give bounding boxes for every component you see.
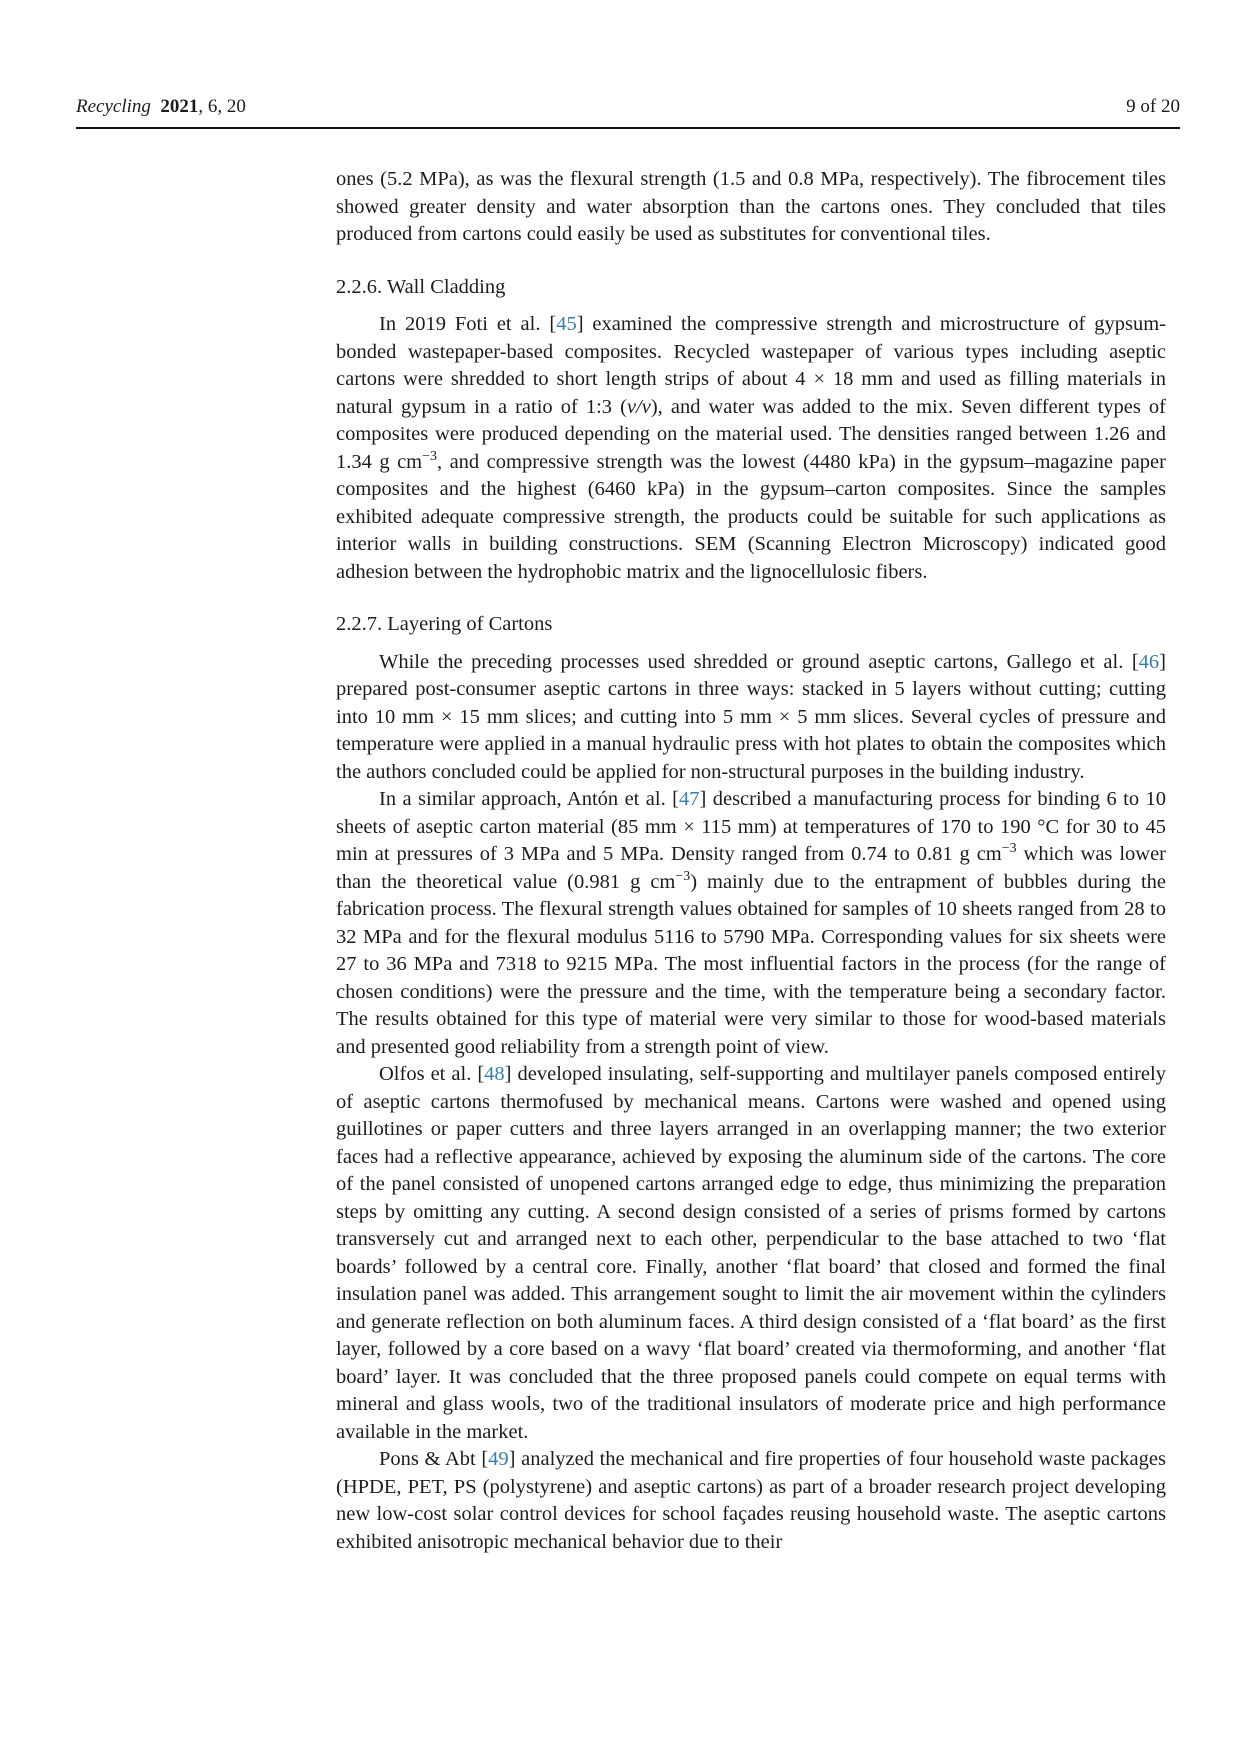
text-run: While the preceding processes used shredded or ground aseptic cartons, Gallego et al. [ — [379, 650, 1139, 673]
citation-link[interactable]: 46 — [1138, 650, 1160, 673]
paragraph — [336, 1446, 1166, 1556]
section-heading: 2.2.7. Layering of Cartons — [336, 613, 553, 635]
text-run: ones (5.2 MPa), as was the flexural strength (1.5 and 0.8 MPa, respectively). The fibrocement tiles showed greater density and water absorption than the cartons ones. They concluded that tiles produced from cartons could easily be used as substitutes for conventional tiles. — [336, 168, 1166, 245]
text-run: ] developed insulating, self-supporting and multilayer panels composed entirely of aseptic cartons thermofused by mechanical means. Cartons were washed and opened using guillotines or paper cutters and three layers arranged in an overlapping manner; the two exterior faces had a reflective appearance, achieved by exposing the aluminum side of the cartons. The core of the panel consisted of unopened cartons arranged edge to edge, thus minimizing the preparation steps by omitting any cutting. A second design consisted of a series of prisms formed by cartons transversely cut and arranged next to each other, perpendicular to the base attached to two ‘flat boards’ followed by a central core. Finally, another ‘flat board’ that closed and formed the final insulation panel was added. This arrangement sought to limit the air movement within the cylinders and generate reflection on both aluminum faces. A third design consisted of a ‘flat board’ as the first layer, followed by a core based on a wavy ‘flat board’ created via thermoforming, and another ‘flat board’ layer. It was concluded that the three proposed panels could compete on equal terms with mineral and glass wools, two of the traditional insulators of moderate price and high performance available in the market. — [336, 1063, 1166, 1443]
page-body — [336, 166, 1166, 1556]
page-number: 9 of 20 — [1126, 96, 1180, 117]
text-run: ] analyzed the mechanical and fire properties of four household waste packages (HPDE, PET, PS (polystyrene) and aseptic cartons) as part of a broader research project developing new low-cost solar control devices for school façades reusing household waste. The aseptic cartons exhibited anisotropic mechanical behavior due to their — [336, 1448, 1166, 1553]
running-head — [76, 0, 1180, 129]
paragraph — [336, 649, 1166, 787]
paragraph — [336, 1061, 1166, 1446]
superscript-exponent: −3 — [422, 448, 437, 464]
text-run: In a similar approach, Antón et al. [ — [379, 788, 679, 810]
superscript-exponent: −3 — [675, 868, 691, 884]
section-heading: 2.2.6. Wall Cladding — [336, 275, 506, 298]
citation-link[interactable]: 47 — [678, 788, 700, 810]
text-run: In 2019 Foti et al. [ — [379, 313, 557, 335]
paragraph — [336, 311, 1166, 586]
citation-link[interactable]: 48 — [484, 1063, 505, 1085]
journal-reference — [76, 96, 246, 118]
text-run: ] examined the compressive strength and microstructure of gypsum-bonded wastepaper-based composites. Recycled wastepaper of various types including aseptic cartons were shredded to short length strips of about 4 × 18 mm and used as filling materials in natural gypsum in a ratio of 1:3 ( — [336, 313, 1166, 418]
text-run: ) mainly due to the entrapment of bubbles during the fabrication process. The flexural strength values obtained for samples of 10 sheets ranged from 28 to 32 MPa and for the flexural modulus 5116 to 5790 MPa. Corresponding values for six sheets were 27 to 36 MPa and 7318 to 9215 MPa. The most influential factors in the process (for the range of chosen conditions) were the pressure and the time, with the temperature being a secondary factor. The results obtained for this type of material were very similar to those for wood-based materials and presented good reliability from a strength point of view. — [336, 870, 1166, 1058]
text-run: , and compressive strength was the lowest (4480 kPa) in the gypsum–magazine paper composites and the highest (6460 kPa) in the gypsum–carton composites. Since the samples exhibited adequate compressive strength, the products could be suitable for such applications as interior walls in building constructions. SEM (Scanning Electron Microscopy) indicated good adhesion between the hydrophobic matrix and the lignocellulosic fibers. — [336, 450, 1166, 583]
superscript-exponent: −3 — [1001, 841, 1017, 857]
citation-link[interactable]: 49 — [488, 1448, 509, 1470]
text-run: ] prepared post-consumer aseptic cartons in three ways: stacked in 5 layers without cutting; cutting into 10 mm × 15 mm slices; and cutting into 5 mm × 5 mm slices. Several cycles of pressure and temperature were applied in a manual hydraulic press with hot plates to obtain the composites which the authors concluded could be applied for non-structural purposes in the building industry. — [336, 650, 1166, 783]
citation-link[interactable]: 45 — [556, 313, 577, 335]
text-run: ] described a manufacturing process for binding 6 to 10 sheets of aseptic carton material (85 mm × 115 mm) at temperatures of 170 to 190 °C for 30 to 45 min at pressures of 3 MPa and 5 MPa. Density ranged from 0.74 to 0.81 g cm — [336, 788, 1166, 865]
journal-year: 2021 — [160, 96, 199, 117]
journal-title: Recycling — [76, 96, 151, 117]
text-run: Pons & Abt [ — [379, 1448, 489, 1470]
paragraph — [336, 166, 1166, 249]
text-run: which was lower than the theoretical value (0.981 g cm — [336, 843, 1166, 893]
text-run: ), and water was added to the mix. Seven different types of composites were produced depending on the material used. The densities ranged between 1.26 and 1.34 g cm — [336, 395, 1166, 473]
journal-issue: , 6, 20 — [198, 96, 246, 117]
text-run: Olfos et al. [ — [379, 1063, 485, 1085]
italic-text: v/v — [626, 395, 651, 418]
paragraph — [336, 786, 1166, 1061]
